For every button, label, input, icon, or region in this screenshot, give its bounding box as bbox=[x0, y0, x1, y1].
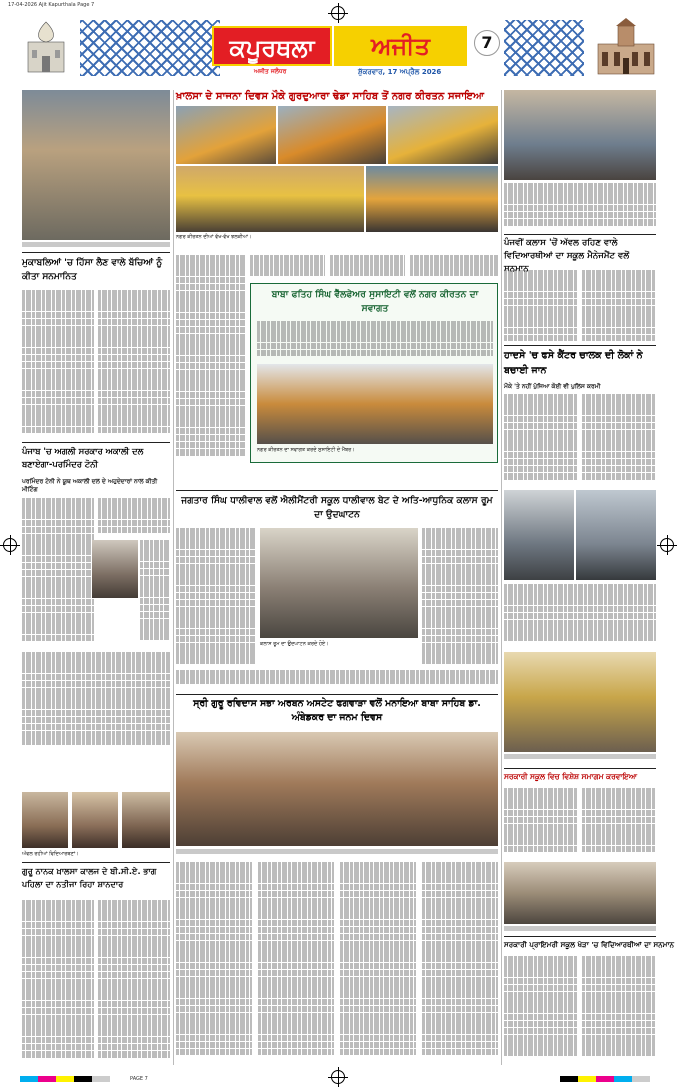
right-story-2-col-1 bbox=[504, 394, 578, 486]
school-right-body-col-1 bbox=[504, 956, 578, 1064]
center-box-headline: ਬਾਬਾ ਫਤਿਹ ਸਿੰਘ ਵੈੱਲਫੇਅਰ ਸੁਸਾਇਟੀ ਵਲੋਂ ਨਗਰ ਕੀਰਤਨ ਦਾ ਸਵਾਗਤ bbox=[271, 289, 479, 314]
politics-body-col-3 bbox=[140, 540, 170, 648]
center-story-col-2 bbox=[250, 255, 325, 281]
photo-kids-caption bbox=[22, 242, 170, 250]
center-story-col-4 bbox=[410, 255, 498, 281]
right-lower-body-col-2 bbox=[582, 788, 656, 858]
school-right-body-col-2 bbox=[582, 956, 656, 1064]
masthead-sub-left: ਅਜੀਤ ਜਲੰਧਰ bbox=[254, 68, 287, 75]
politics-photo bbox=[92, 540, 138, 598]
bottom-slug: PAGE 7 bbox=[130, 1076, 148, 1082]
classroom-body-col-2 bbox=[422, 528, 498, 668]
center-box-body bbox=[257, 321, 493, 361]
rule-left-3 bbox=[22, 862, 170, 863]
right-subhead-2: ਮੌਕੇ 'ਤੇ ਨਹੀਂ ਪੁੱਜਿਆ ਕੋਈ ਵੀ ਪੁਲਿਸ ਕਰਮੀ bbox=[504, 383, 601, 390]
center-story-col-1 bbox=[176, 255, 246, 465]
right-story-2-col-2 bbox=[582, 394, 656, 486]
color-bar-bottom-right bbox=[560, 1076, 650, 1082]
lead-photo-3 bbox=[388, 106, 498, 164]
college-caption: ਅੱਵਲ ਰਹੀਆਂ ਵਿਦਿਆਰਥਣਾਂ। bbox=[22, 851, 79, 857]
lead-headline: ਖ਼ਾਲਸਾ ਦੇ ਸਾਜਨਾ ਦਿਵਸ ਮੌਕੇ ਗੁਰਦੁਆਰਾ ਢੇਡਾ ਸਾਹਿਬ ਤੋਂ ਨਗਰ ਕੀਰਤਨ ਸਜਾਇਆ bbox=[176, 91, 485, 102]
decorative-pattern-right bbox=[504, 20, 584, 76]
lead-photo-1 bbox=[176, 106, 276, 164]
politics-body-col-1 bbox=[22, 498, 94, 648]
rule-right-2 bbox=[504, 345, 656, 346]
ravidas-body-col-4 bbox=[422, 862, 498, 1062]
center-story-col-3 bbox=[330, 255, 405, 281]
classroom-body-col-3 bbox=[176, 670, 498, 690]
center-box-photo bbox=[257, 364, 493, 444]
lead-photo-4 bbox=[176, 166, 364, 232]
left-story-body-2 bbox=[98, 290, 170, 440]
rule-center-2 bbox=[176, 694, 498, 695]
color-bar-bottom bbox=[20, 1076, 110, 1082]
rule-right-4 bbox=[504, 936, 656, 937]
politics-headline: ਪੰਜਾਬ 'ਚ ਅਗਲੀ ਸਰਕਾਰ ਅਕਾਲੀ ਦਲ ਬਣਾਏਗਾ-ਪਰਮਿੰਦਰ ਟੋਨੀ bbox=[22, 446, 144, 469]
city-title: ਕਪੂਰਥਲਾ bbox=[212, 26, 332, 66]
right-top-caption bbox=[504, 183, 656, 231]
rule-left-1 bbox=[22, 252, 170, 253]
classroom-photo bbox=[260, 528, 418, 638]
column-divider-1 bbox=[173, 90, 174, 1065]
right-lower-headline: ਸਰਕਾਰੀ ਸਕੂਲ ਵਿਚ ਵਿਸ਼ੇਸ਼ ਸਮਾਗਮ ਕਰਵਾਇਆ bbox=[504, 772, 637, 781]
college-headline: ਗੁਰੂ ਨਾਨਕ ਖ਼ਾਲਸਾ ਕਾਲਜ ਦੇ ਬੀ.ਸੀ.ਏ. ਭਾਗ ਪਹਿਲਾ ਦਾ ਨਤੀਜਾ ਰਿਹਾ ਸ਼ਾਨਦਾਰ bbox=[22, 866, 157, 889]
photo-rescue-2 bbox=[576, 490, 656, 580]
college-body-col-2 bbox=[98, 900, 170, 1065]
photo-rescue-1 bbox=[504, 490, 574, 580]
classroom-caption: ਕਲਾਸ ਰੂਮ ਦਾ ਉਦਘਾਟਨ ਕਰਦੇ ਹੋਏ। bbox=[260, 641, 329, 647]
ravidas-body-col-3 bbox=[340, 862, 416, 1062]
gurdwara-illustration bbox=[22, 18, 70, 76]
classroom-headline: ਜਗਤਾਰ ਸਿੰਘ ਧਾਲੀਵਾਲ ਵਲੋਂ ਐਲੀਮੈਂਟਰੀ ਸਕੂਲ ਧਾਲੀਵਾਲ ਬੇਟ ਦੇ ਅਤਿ-ਆਧੁਨਿਕ ਕਲਾਸ ਰੂਮ ਦਾ ਉਦਘਾਟਨ bbox=[181, 495, 493, 520]
rule-center-1 bbox=[176, 490, 498, 491]
registration-mark-bottom bbox=[331, 1070, 345, 1084]
center-photo-caption: ਨਗਰ ਕੀਰਤਨ ਦਾ ਸਵਾਗਤ ਕਰਦੇ ਸੁਸਾਇਟੀ ਦੇ ਮੈਂਬਰ। bbox=[257, 447, 355, 453]
palace-illustration bbox=[594, 18, 658, 76]
right-headline-1: ਪੰਜਵੀਂ ਕਲਾਸ 'ਚੋਂ ਅੱਵਲ ਰਹਿਣ ਵਾਲੇ ਵਿਦਿਆਰਥੀਆਂ ਦਾ ਸਕੂਲ ਮੈਨੇਜਮੈਂਟ ਵਲੋਂ ਸਨਮਾਨ bbox=[504, 238, 630, 274]
lead-caption: ਨਗਰ ਕੀਰਤਨ ਦੀਆਂ ਵੱਖ-ਵੱਖ ਝਲਕੀਆਂ। bbox=[176, 234, 252, 240]
politics-body-col-4 bbox=[22, 652, 170, 752]
classroom-body-col-1 bbox=[176, 528, 256, 668]
title-block bbox=[212, 26, 467, 66]
masthead-date: ਸ਼ੁੱਕਰਵਾਰ, 17 ਅਪ੍ਰੈਲ 2026 bbox=[358, 68, 442, 76]
school-right-headline: ਸਰਕਾਰੀ ਪ੍ਰਾਇਮਰੀ ਸਕੂਲ ਖੇੜਾ 'ਚ ਵਿਦਿਆਰਥੀਆਂ ਦਾ ਸਨਮਾਨ bbox=[504, 940, 675, 949]
photo-kids-award bbox=[22, 90, 170, 240]
masthead bbox=[22, 16, 658, 86]
student-photo-1 bbox=[22, 792, 68, 848]
photo-students-honour bbox=[504, 90, 656, 180]
left-story-body bbox=[22, 290, 94, 440]
lead-photo-5 bbox=[366, 166, 498, 232]
left-headline: ਮੁਕਾਬਲਿਆਂ 'ਚ ਹਿੱਸਾ ਲੈਣ ਵਾਲੇ ਬੱਚਿਆਂ ਨੂੰ ਕੀਤਾ ਸਨਮਾਨਿਤ bbox=[22, 258, 163, 282]
lead-photo-2 bbox=[278, 106, 386, 164]
ravidas-body-col-1 bbox=[176, 862, 252, 1062]
registration-mark-left bbox=[3, 538, 17, 552]
rule-right-3 bbox=[504, 768, 656, 769]
right-story-2-cont bbox=[504, 584, 656, 648]
top-slug: 17-04-2026 Ajit Kapurthala Page 7 bbox=[8, 2, 95, 8]
right-story-1-col-2 bbox=[582, 270, 656, 342]
ravidas-body-col-2 bbox=[258, 862, 334, 1062]
politics-subhead: ਪਰਮਿੰਦਰ ਟੋਨੀ ਨੇ ਯੂਥ ਅਕਾਲੀ ਦਲ ਦੇ ਅਹੁਦੇਦਾਰਾਂ ਨਾਲ ਕੀਤੀ ਮੀਟਿੰਗ bbox=[22, 478, 158, 493]
college-body-col-1 bbox=[22, 900, 94, 1065]
photo-school-event bbox=[504, 652, 656, 752]
rule-right-1 bbox=[504, 234, 656, 235]
student-photo-3 bbox=[122, 792, 170, 848]
right-lower-body-col-1 bbox=[504, 788, 578, 858]
right-headline-2: ਹਾਦਸੇ 'ਚ ਫਸੇ ਕੈਂਟਰ ਚਾਲਕ ਦੀ ਲੋਕਾਂ ਨੇ ਬਚਾਈ ਜਾਨ bbox=[504, 350, 643, 376]
rule-left-2 bbox=[22, 442, 170, 443]
ravidas-photo-caption bbox=[176, 849, 498, 859]
ravidas-headline: ਸ੍ਰੀ ਗੁਰੂ ਰਵਿਦਾਸ ਸਭਾ ਅਰਬਨ ਅਸਟੇਟ ਫਗਵਾੜਾ ਵਲੋਂ ਮਨਾਇਆ ਬਾਬਾ ਸਾਹਿਬ ਡਾ. ਅੰਬੇਡਕਰ ਦਾ ਜਨਮ ਦਿਵਸ bbox=[193, 698, 481, 723]
brand-title: ਅਜੀਤ bbox=[334, 26, 467, 66]
photo-school-students-caption bbox=[504, 926, 656, 934]
column-divider-2 bbox=[501, 90, 502, 1065]
welfare-society-box bbox=[250, 283, 498, 463]
registration-mark-right bbox=[660, 538, 674, 552]
right-story-1-col-1 bbox=[504, 270, 578, 342]
photo-school-event-caption bbox=[504, 754, 656, 766]
ravidas-photo bbox=[176, 732, 498, 846]
decorative-pattern-left bbox=[80, 20, 220, 76]
student-photo-2 bbox=[72, 792, 118, 848]
photo-school-students bbox=[504, 862, 656, 924]
page-number-badge: 7 bbox=[474, 30, 500, 56]
politics-body-col-2 bbox=[98, 498, 170, 536]
